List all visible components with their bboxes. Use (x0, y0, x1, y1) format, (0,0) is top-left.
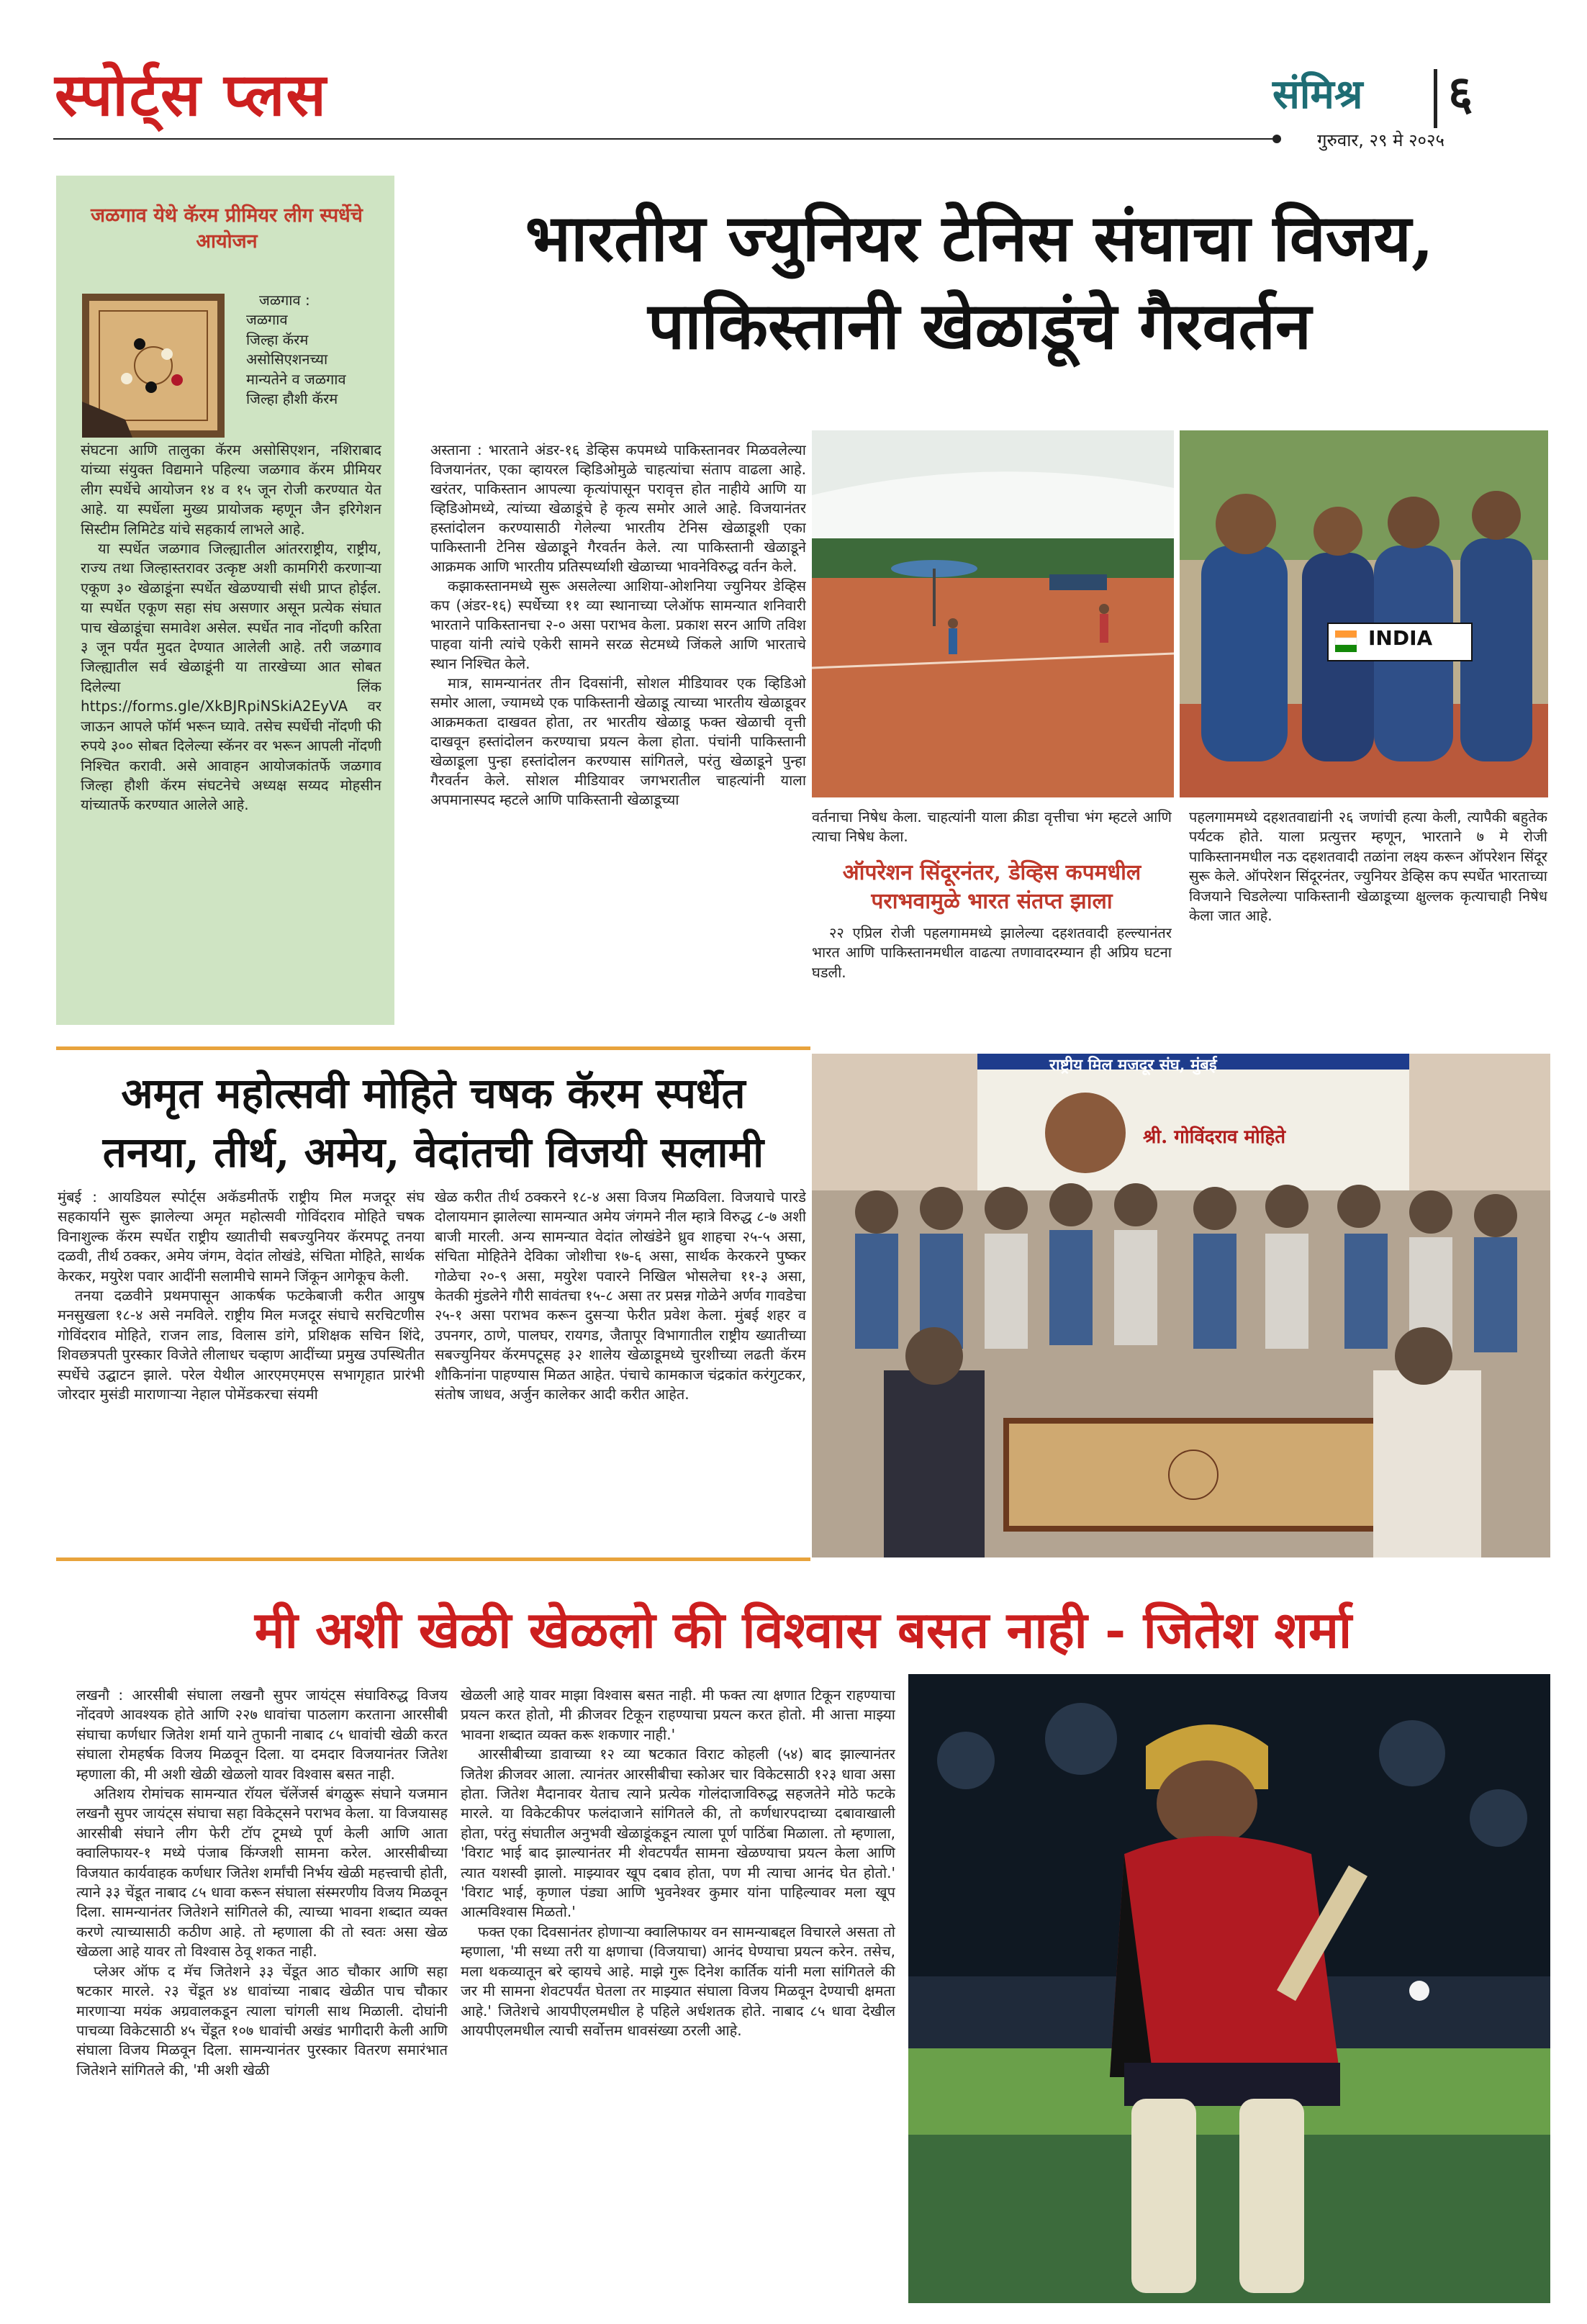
sidebar-intro-line: मान्यतेने व जळगाव (246, 370, 346, 388)
tennis-paragraph: अस्ताना : भारताने अंडर-१६ डेव्हिस कपमध्ये पाकिस्तानवर मिळवलेल्या विजयानंतर, एका व्हायरल व्हिडिओमुळे चाहत्यांचा संताप वाढला आहे. खरंतर, पाकिस्तान आपल्या कृत्यांपासून परावृत्त होत नाहीये आणि या व्हिडिओमध्ये, त्यांच्या खेळाडूंचे हे कृत्य समोर आले आहे. विजयानंतर हस्तांदोलन करण्यासाठी गेलेल्या भारतीय टेनिस खेळाडूशी एका पाकिस्तानी टेनिस खेळाडूने गैरवर्तन केले. त्या पाकिस्तानी खेळाडूने आक्रमक आणि भारतीय प्रतिस्पर्ध्याशी खेळाच्या भावनेविरुद्ध वर्तन केले. (430, 441, 806, 575)
tennis-headline-line: पाकिस्तानी खेळाडूंचे गैरवर्तन (648, 288, 1311, 364)
cricket-paragraph: प्लेअर ऑफ द मॅच जितेशने ३३ चेंडूत आठ चौकार आणि सहा षटकार मारले. २३ चेंडूत ४४ धावांच्या नाबाद खेळीत पाच चौकार मारणाऱ्या मयंक अग्रवालकडून त्याला चांगली साथ मिळाली. दोघांनी पाचव्या विकेटसाठी ४५ चेंडूत १०७ धावांची अखंड भागीदारी केली आणि संघाला विजय मिळवून दिला. सामन्यानंतर पुरस्कार वितरण समारंभात जितेशने सांगितले की, 'मी अशी खेळी (76, 1962, 448, 2079)
category-label: संमिश्र (1272, 71, 1363, 118)
cricket-paragraph: खेळली आहे यावर माझा विश्वास बसत नाही. मी फक्त त्या क्षणात टिकून राहण्याचा प्रयत्न करत होतो, मी क्रीजवर टिकून राहण्याचा प्रयत्न करत होतो. मी आत्ता माझ्या भावना शब्दात व्यक्त करू शकणार नाही.' (461, 1686, 895, 1743)
header-rule-dot (1272, 135, 1281, 143)
carrom-banner-text: राष्ट्रीय मिल मजदूर संघ, मुंबई (1049, 1056, 1217, 1075)
sidebar-intro-line: जिल्हा कॅरम (246, 330, 309, 348)
tennis-paragraph: २२ एप्रिल रोजी पहलगाममध्ये झालेल्या दहशतवादी हल्ल्यानंतर भारत आणि पाकिस्तानमधील वाढत्या तणावादरम्यान ही अप्रिय घटना घडली. (812, 923, 1172, 981)
sidebar-intro (246, 291, 380, 438)
sidebar-intro-line: जळगाव (246, 311, 288, 329)
tennis-paragraph: वर्तनाचा निषेध केला. चाहत्यांनी याला क्रीडा वृत्तीचा भंग म्हटले आणि त्याचा निषेध केला. (812, 808, 1172, 846)
carrom-board-photo (82, 294, 225, 438)
tennis-col2 (812, 808, 1172, 1045)
carrom-headline-line: अमृत महोत्सवी मोहिते चषक कॅरम स्पर्धेत (121, 1069, 746, 1118)
tennis-headline-line: भारतीय ज्युनियर टेनिस संघाचा विजय, (525, 200, 1434, 276)
page-number: ६ (1448, 65, 1473, 121)
sidebar-headline: जळगाव येथे कॅरम प्रीमियर लीग स्पर्धेचे आयोजन (91, 204, 363, 253)
tennis-paragraph: मात्र, सामन्यानंतर तीन दिवसांनी, सोशल मीडियावर एक व्हिडिओ समोर आला, ज्यामध्ये एक पाकिस्तानी खेळाडू त्याच्या भारतीय खेळाडूवर आक्रमकता दाखवत होता, तर भारतीय खेळाडू फक्त खेळाची वृत्ती दाखवून हस्तांदोलन करण्याचा प्रयत्न केला होता. पंचांनी पाकिस्तानी खेळाडूला पुन्हा हस्तांदोलन करण्यास सांगितले, परंतु खेळाडूने पुन्हा गैरवर्तन केले. सोशल मीडियावर जगभरातील चाहत्यांनी याला अपमानास्पद म्हटले आणि पाकिस्तानी खेळाडूच्या (430, 674, 806, 808)
section-rule (56, 1046, 810, 1050)
india-team-photo (1180, 430, 1548, 797)
tennis-col1 (430, 440, 806, 1038)
section-rule (56, 1557, 810, 1561)
tennis-subhead: ऑपरेशन सिंदूरनंतर, डेव्हिस कपमधील पराभवामुळे भारत संतप्त झाला (842, 859, 1141, 914)
cricket-headline: मी अशी खेळी खेळलो की विश्वास बसत नाही - जितेश शर्मा (254, 1600, 1352, 1660)
carrom-paragraph: मुंबई : आयडियल स्पोर्ट्स अकॅडमीतर्फे राष्ट्रीय मिल मजदूर संघ सहकार्याने सुरू झालेल्या अमृत महोत्सवी गोविंदराव मोहिते चषक विनाशुल्क कॅरम स्पर्धेत राष्ट्रीय ख्यातीची सबज्युनियर कॅरमपटू तनया दळवी, तीर्थ ठक्कर, अमेय जंगम, वेदांत लोखंडे, संचिता मोहिते, सार्थक केरकर, मयुरेश पवार आदींनी सलामीचे सामने जिंकून आगेकूच केली. (58, 1188, 425, 1285)
tennis-headline (413, 194, 1546, 370)
tennis-court-photo (812, 430, 1174, 797)
india-placard-text: INDIA (1368, 626, 1433, 650)
sidebar-intro-line: असोसिएशनच्या (246, 351, 328, 369)
tennis-paragraph: पहलगाममध्ये दहशतवाद्यांनी २६ जणांची हत्या केली, त्यापैकी बहुतेक पर्यटक होते. याला प्रत्युत्तर म्हणून, भारताने ७ मे रोजी पाकिस्तानमधील नऊ दहशतवादी तळांना लक्ष्य करून ऑपरेशन सिंदूर सुरू केले. ऑपरेशन सिंदूरनंतर, ज्युनियर डेव्हिस कप स्पर्धेत भारताच्या विजयाने चिडलेल्या पाकिस्तानी खेळाडूच्या क्षुल्लक कृत्याचाही निषेध केला जात आहे. (1189, 808, 1547, 925)
sidebar-paragraph: संघटना आणि तालुका कॅरम असोसिएशन, नशिराबाद यांच्या संयुक्त विद्यमाने पहिल्या जळगाव कॅरम प्रीमियर लीग स्पर्धेचे आयोजन १४ व १५ जून रोजी करण्यात येत आहे. या स्पर्धेला मुख्य प्रायोजक म्हणून जैन इरिगेशन सिस्टीम लिमिटेड यांचे सहकार्य लाभले आहे. (81, 441, 381, 538)
cricket-paragraph: लखनौ : आरसीबी संघाला लखनौ सुपर जायंट्स संघाविरुद्ध विजय नोंदवणे आवश्यक होते आणि २२७ धावांचा पाठलाग करताना आरसीबी संघाचा कर्णधार जितेश शर्मा याने तुफानी नाबाद ८५ धावांची खेळी करत संघाला रोमहर्षक विजय मिळवून दिला. या दमदार विजयानंतर जितेश म्हणाला की, मी अशी खेळी खेळलो यावर विश्वास बसत नाही. (76, 1686, 448, 1783)
sidebar-paragraph: या स्पर्धेत जळगाव जिल्ह्यातील आंतरराष्ट्रीय, राष्ट्रीय, राज्य तथा जिल्हास्तरावर उत्कृष्ट अशी कामगिरी करणाऱ्या एकूण ३० खेळाडूंना स्पर्धेत खेळण्याची संधी प्राप्त होईल. या स्पर्धेत एकूण सहा संघ असणार असून प्रत्येक संघात पाच खेळाडूंचा समावेश असेल. स्पर्धेत नाव नोंदणी करिता ३ जून पर्यंत मुदत देण्यात आलेली आहे. तरी जळगाव जिल्ह्यातील सर्व खेळाडूंनी या तारखेच्या आत सोबत दिलेल्या लिंक https://forms.gle/XkBJRpiNSkiA2EyVA वर जाऊन आपले फॉर्म भरून घ्यावे. तसेच स्पर्धेची नोंदणी फी रुपये ३०० सोबत दिलेल्या स्कॅनर वर भरून आपली नोंदणी निश्चित करावी. असे आवाहन आयोजकांतर्फे जळगाव जिल्हा हौशी कॅरम संघटनेचे अध्यक्ष सय्यद मोहसीन यांच्यातर्फे करण्यात आलेले आहे. (81, 540, 381, 814)
tennis-col3 (1189, 808, 1547, 1045)
jitesh-sharma-photo (908, 1674, 1550, 2303)
carrom-headline-line: तनया, तीर्थ, अमेय, वेदांतची विजयी सलामी (102, 1128, 764, 1177)
sidebar-intro-line: जिल्हा हौशी कॅरम (246, 390, 338, 408)
section-title: स्पोर्ट्स प्लस (55, 60, 327, 130)
tennis-paragraph: कझाकस्तानमध्ये सुरू असलेल्या आशिया-ओशनिया ज्युनियर डेव्हिस कप (अंडर-१६) स्पर्धेच्या ११ व्या स्थानाच्या प्लेऑफ सामन्यात शनिवारी भारताने पाकिस्तानचा २-० असा पराभव केला. प्रकाश सरन आणि तविश पाहवा यांनी त्यांचे एकेरी सामने सरळ सेटमध्ये जिंकले आणि भारताचे स्थान निश्चित केले. (430, 577, 806, 672)
carrom-headline (56, 1064, 810, 1182)
issue-date: गुरुवार, २९ मे २०२५ (1317, 130, 1444, 150)
cricket-paragraph: फक्त एका दिवसानंतर होणाऱ्या क्वालिफायर वन सामन्याबद्दल विचारले असता तो म्हणाला, 'मी सध्या तरी या क्षणाचा (विजयाचा) आनंद घेण्याचा प्रयत्न करेन. तसेच, मला थकव्यातून बरे व्हायचे आहे. माझे गुरू दिनेश कार्तिक यांनी मला सांगितले की जर मी सामना शेवटपर्यंत घेतला तर माझ्यात संघाला विजय मिळवून देण्याची क्षमता आहे.' जितेशचे आयपीएलमधील हे पहिले अर्धशतक होते. नाबाद ८५ धावा देखील आयपीएलमधील त्याची सर्वोत्तम धावसंख्या ठरली आहे. (461, 1922, 895, 2039)
cricket-col2 (461, 1686, 895, 2303)
header-divider (1434, 69, 1437, 128)
carrom-banner-name: श्री. गोविंदराव मोहिते (1143, 1126, 1286, 1148)
carrom-col2 (435, 1188, 806, 1555)
carrom-paragraph: तनया दळवीने प्रथमपासून आकर्षक फटकेबाजी करीत आयुष मनसुखला १८-४ असे नमविले. राष्ट्रीय मिल मजदूर संघाचे सरचिटणीस गोविंदराव मोहिते, राजन लाड, विलास डांगे, प्रशिक्षक सचिन शिंदे, शिवछत्रपती पुरस्कार विजेते लीलाधर चव्हाण आदींच्या प्रमुख उपस्थितीत स्पर्धेचे उद्घाटन झाले. परेल येथील आरएमएमएस सभागृहात प्रारंभी जोरदार मुसंडी माराणाऱ्या नेहाल पोमेंडकरचा संयमी (58, 1287, 425, 1403)
carrom-paragraph: खेळ करीत तीर्थ ठक्करने १८-४ असा विजय मिळविला. विजयाचे पारडे दोलायमान झालेल्या सामन्यात अमेय जंगमने नील म्हात्रे विरुद्ध ८-७ अशी बाजी मारली. अन्य सामन्यात वेदांत लोखंडेने ध्रुव शाहचा २५-५ असा, संचिता मोहितेने देविका जोशीचा १७-६ असा, सार्थक केरकरने पुष्कर गोळेचा २०-९ असा, मयुरेश पवारने निखिल भोसलेचा ११-३ असा, केतकी मुंडलेने गौरी सावंतचा १५-८ असा तर प्रसन्न गोळेने अर्णव गावडेचा २५-१ असा पराभव करून दुसऱ्या फेरीत प्रवेश केला. मुंबई शहर व उपनगर, ठाणे, पालघर, रायगड, जैतापूर विभागातील राष्ट्रीय ख्यातीच्या सबज्युनियर कॅरमपटूसह ३२ शालेय खेळाडूमध्ये चुरशीच्या लढती कॅरम शौकिनांना पाहण्यास मिळत आहेत. पंचाचे कामकाज चंद्रकांत करंगुटकर, संतोष जाधव, अर्जुन कालेकर आदी करीत आहेत. (435, 1188, 806, 1403)
carrom-event-photo (812, 1054, 1550, 1557)
carrom-col1 (58, 1188, 425, 1555)
cricket-col1 (76, 1686, 448, 2303)
cricket-paragraph: आरसीबीच्या डावाच्या १२ व्या षटकात विराट कोहली (५४) बाद झाल्यानंतर जितेश क्रीजवर आला. त्यानंतर आरसीबीचा स्कोअर चार विकेटसाठी १२३ धावा असा होता. जितेश मैदानावर येताच त्याने प्रत्येक गोलंदाजाविरुद्ध सहजतेने मोठे फटके मारले. या विकेटकीपर फलंदाजाने सांगितले की, तो कर्णधारपदाच्या दबावाखाली होता, परंतु संघातील अनुभवी खेळाडूंकडून त्याला पूर्ण पाठिंबा मिळाला. तो म्हणाला, 'विराट भाई बाद झाल्यानंतर मी शेवटपर्यंत सामना खेळण्याचा प्रयत्न केला आणि त्यात यशस्वी झालो. माझ्यावर खूप दबाव होता, पण मी त्याचा आनंद घेत होतो.' 'विराट भाई, कृणाल पंड्या आणि भुवनेश्वर कुमार यांना पाहिल्यावर मला खूप आत्मविश्वास मिळतो.' (461, 1745, 895, 1921)
cricket-paragraph: अतिशय रोमांचक सामन्यात रॉयल चॅलेंजर्स बंगळुरू संघाने यजमान लखनौ सुपर जायंट्स संघाचा सहा विकेट्सने पराभव केला. या विजयासह आरसीबी संघाने लीग फेरी टॉप टूमध्ये पूर्ण केली आणि आता क्वालिफायर-१ मध्ये पंजाब किंग्जशी सामना करेल. आरसीबीच्या विजयात कार्यवाहक कर्णधार जितेश शर्मांची निर्भय खेळी महत्त्वाची होती, त्याने ३३ चेंडूत नाबाद ८५ धावा करून संघाला संस्मरणीय विजय मिळवून दिला. सामन्यानंतर जितेशने सांगितले की, त्याच्या भावना शब्दात व्यक्त करणे त्याच्यासाठी कठीण आहे. तो म्हणाला की तो स्वतः असा खेळ खेळला आहे यावर तो विश्वास ठेवू शकत नाही. (76, 1785, 448, 1961)
sidebar-body (81, 440, 381, 987)
header-rule (53, 138, 1277, 140)
sidebar-dateline: जळगाव : (259, 291, 310, 309)
